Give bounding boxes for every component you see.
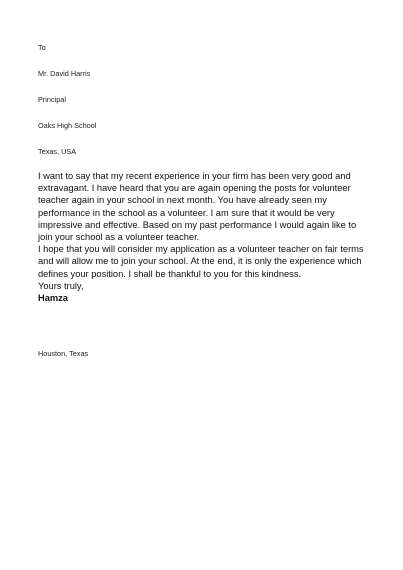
paragraph-1-line: teacher again in your school in next month. You have already seen my [38, 195, 327, 206]
closing: Yours truly, [38, 280, 84, 291]
paragraph-1-line: impressive and effective. Based on my past performance I would again like to [38, 219, 357, 230]
paragraph-1-line: join your school as a volunteer teacher. [38, 232, 200, 243]
paragraph-1-line: performance in the school as a volunteer. I am sure that it would be very [38, 207, 335, 218]
to-label: To [38, 43, 46, 52]
signature: Hamza [38, 293, 68, 304]
paragraph-2 [38, 243, 370, 280]
paragraph-2-line: I hope that you will consider my application as a volunteer teacher on fair terms [38, 244, 364, 255]
recipient-school: Oaks High School [38, 121, 97, 130]
paragraph-1 [38, 170, 370, 243]
recipient-location: Texas, USA [38, 147, 77, 156]
paragraph-2-line: defines your position. I shall be thankful to you for this kindness. [38, 268, 302, 279]
sender-location: Houston, Texas [38, 349, 89, 358]
recipient-title: Principal [38, 95, 66, 104]
paragraph-1-line: extravagant. I have heard that you are again opening the posts for volunteer [38, 183, 351, 194]
paragraph-1-line: I want to say that my recent experience in your firm has been very good and [38, 171, 351, 181]
letter-body [38, 170, 370, 304]
paragraph-2-line: and will allow me to join your school. At the end, it is only the experience which [38, 256, 362, 267]
recipient-name: Mr. David Harris [38, 69, 91, 78]
